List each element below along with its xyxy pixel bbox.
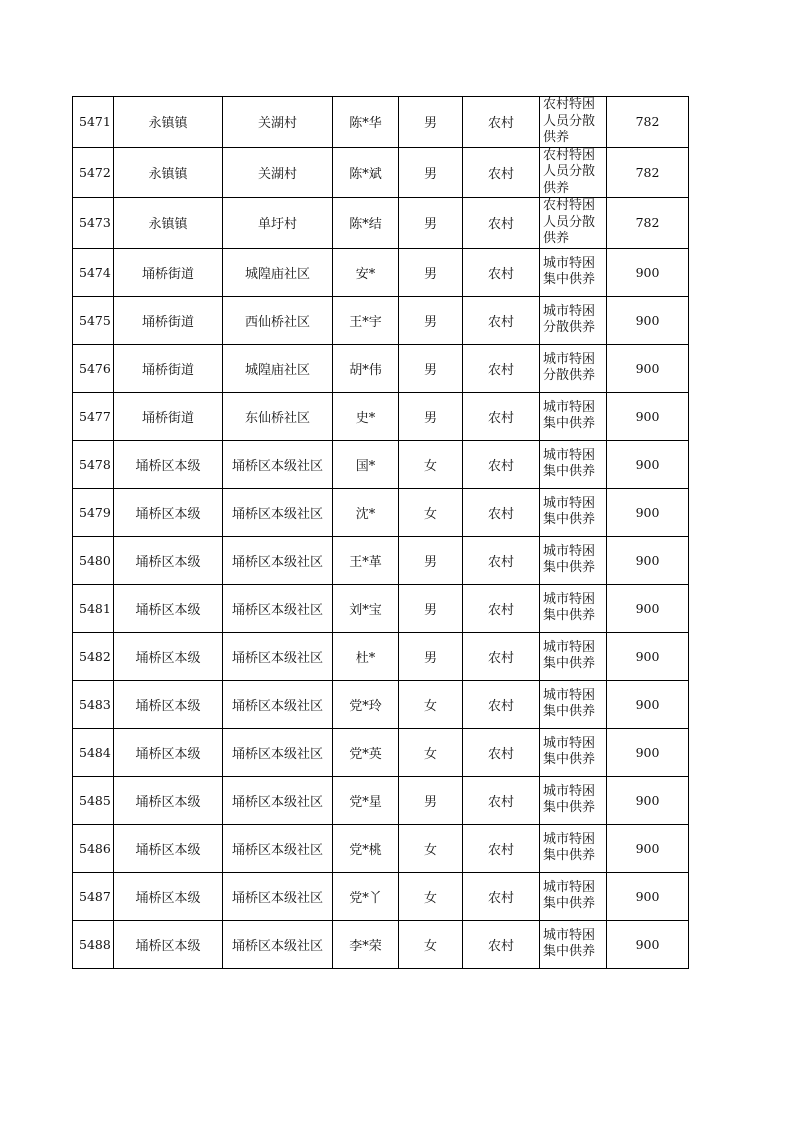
person-name-cell: 党*丫 <box>333 872 399 920</box>
person-name-cell: 胡*伟 <box>333 344 399 392</box>
person-name-cell: 刘*宝 <box>333 584 399 632</box>
support-category-text: 城市特困集中供养 <box>543 639 596 671</box>
person-name-cell: 王*革 <box>333 536 399 584</box>
household-type-cell: 农村 <box>463 488 540 536</box>
support-category-text: 城市特困集中供养 <box>543 735 596 767</box>
village-cell: 埇桥区本级社区 <box>223 920 333 968</box>
row-number-cell: 5475 <box>73 296 114 344</box>
gender-cell: 女 <box>399 440 463 488</box>
town-cell: 埇桥区本级 <box>114 728 223 776</box>
records-table <box>72 96 689 969</box>
household-type-cell: 农村 <box>463 776 540 824</box>
support-category-cell <box>540 248 607 296</box>
village-cell: 埇桥区本级社区 <box>223 776 333 824</box>
town-cell: 埇桥区本级 <box>114 584 223 632</box>
village-cell: 关湖村 <box>223 147 333 198</box>
household-type-cell: 农村 <box>463 680 540 728</box>
amount-cell: 900 <box>607 920 689 968</box>
town-cell: 埇桥区本级 <box>114 920 223 968</box>
village-cell: 埇桥区本级社区 <box>223 488 333 536</box>
gender-cell: 女 <box>399 920 463 968</box>
row-number-cell: 5477 <box>73 392 114 440</box>
table-row <box>73 584 689 632</box>
row-number-cell: 5480 <box>73 536 114 584</box>
person-name-cell: 杜* <box>333 632 399 680</box>
amount-cell: 900 <box>607 680 689 728</box>
person-name-cell: 史* <box>333 392 399 440</box>
row-number-cell: 5483 <box>73 680 114 728</box>
gender-cell: 女 <box>399 488 463 536</box>
household-type-cell: 农村 <box>463 440 540 488</box>
household-type-cell: 农村 <box>463 198 540 249</box>
town-cell: 埇桥区本级 <box>114 776 223 824</box>
table-row <box>73 147 689 198</box>
amount-cell: 900 <box>607 824 689 872</box>
household-type-cell: 农村 <box>463 632 540 680</box>
support-category-cell <box>540 344 607 392</box>
table-row <box>73 198 689 249</box>
amount-cell: 782 <box>607 147 689 198</box>
table-row <box>73 248 689 296</box>
gender-cell: 男 <box>399 248 463 296</box>
town-cell: 埇桥街道 <box>114 392 223 440</box>
village-cell: 埇桥区本级社区 <box>223 824 333 872</box>
support-category-cell <box>540 536 607 584</box>
support-category-text: 城市特困集中供养 <box>543 447 596 479</box>
household-type-cell: 农村 <box>463 248 540 296</box>
town-cell: 埇桥区本级 <box>114 632 223 680</box>
village-cell: 埇桥区本级社区 <box>223 872 333 920</box>
support-category-cell <box>540 584 607 632</box>
town-cell: 埇桥区本级 <box>114 824 223 872</box>
village-cell: 单圩村 <box>223 198 333 249</box>
village-cell: 西仙桥社区 <box>223 296 333 344</box>
table-row <box>73 488 689 536</box>
village-cell: 埇桥区本级社区 <box>223 584 333 632</box>
household-type-cell: 农村 <box>463 147 540 198</box>
support-category-text: 城市特困集中供养 <box>543 687 596 719</box>
support-category-text: 城市特困集中供养 <box>543 591 596 623</box>
amount-cell: 782 <box>607 198 689 249</box>
row-number-cell: 5479 <box>73 488 114 536</box>
person-name-cell: 安* <box>333 248 399 296</box>
town-cell: 埇桥街道 <box>114 344 223 392</box>
household-type-cell: 农村 <box>463 872 540 920</box>
table-row <box>73 392 689 440</box>
support-category-text: 城市特困集中供养 <box>543 543 596 575</box>
gender-cell: 男 <box>399 147 463 198</box>
town-cell: 埇桥区本级 <box>114 536 223 584</box>
support-category-cell <box>540 147 607 198</box>
table-row <box>73 872 689 920</box>
household-type-cell: 农村 <box>463 296 540 344</box>
person-name-cell: 王*宇 <box>333 296 399 344</box>
village-cell: 埇桥区本级社区 <box>223 728 333 776</box>
support-category-cell <box>540 872 607 920</box>
town-cell: 永镇镇 <box>114 198 223 249</box>
village-cell: 埇桥区本级社区 <box>223 680 333 728</box>
row-number-cell: 5484 <box>73 728 114 776</box>
table-row <box>73 920 689 968</box>
table-row <box>73 776 689 824</box>
table-row <box>73 344 689 392</box>
village-cell: 东仙桥社区 <box>223 392 333 440</box>
household-type-cell: 农村 <box>463 344 540 392</box>
support-category-cell <box>540 920 607 968</box>
person-name-cell: 沈* <box>333 488 399 536</box>
support-category-cell <box>540 198 607 249</box>
table-row <box>73 97 689 148</box>
row-number-cell: 5474 <box>73 248 114 296</box>
row-number-cell: 5485 <box>73 776 114 824</box>
person-name-cell: 党*英 <box>333 728 399 776</box>
village-cell: 埇桥区本级社区 <box>223 632 333 680</box>
table-row <box>73 824 689 872</box>
town-cell: 埇桥区本级 <box>114 440 223 488</box>
gender-cell: 女 <box>399 728 463 776</box>
row-number-cell: 5478 <box>73 440 114 488</box>
table-row <box>73 536 689 584</box>
gender-cell: 男 <box>399 776 463 824</box>
support-category-text: 城市特困分散供养 <box>543 351 596 383</box>
town-cell: 埇桥区本级 <box>114 872 223 920</box>
support-category-text: 城市特困集中供养 <box>543 255 596 287</box>
row-number-cell: 5487 <box>73 872 114 920</box>
support-category-cell <box>540 392 607 440</box>
support-category-text: 城市特困集中供养 <box>543 495 596 527</box>
gender-cell: 男 <box>399 632 463 680</box>
person-name-cell: 李*荣 <box>333 920 399 968</box>
support-category-text: 城市特困集中供养 <box>543 399 596 431</box>
support-category-text: 农村特困人员分散供养 <box>543 198 596 246</box>
amount-cell: 900 <box>607 488 689 536</box>
support-category-cell <box>540 97 607 148</box>
village-cell: 城隍庙社区 <box>223 344 333 392</box>
support-category-cell <box>540 680 607 728</box>
amount-cell: 900 <box>607 584 689 632</box>
person-name-cell: 陈*斌 <box>333 147 399 198</box>
town-cell: 永镇镇 <box>114 147 223 198</box>
row-number-cell: 5481 <box>73 584 114 632</box>
gender-cell: 女 <box>399 824 463 872</box>
gender-cell: 女 <box>399 680 463 728</box>
town-cell: 埇桥街道 <box>114 248 223 296</box>
table-row <box>73 440 689 488</box>
town-cell: 永镇镇 <box>114 97 223 148</box>
row-number-cell: 5488 <box>73 920 114 968</box>
support-category-cell <box>540 632 607 680</box>
support-category-cell <box>540 776 607 824</box>
village-cell: 埇桥区本级社区 <box>223 440 333 488</box>
town-cell: 埇桥区本级 <box>114 680 223 728</box>
person-name-cell: 党*玲 <box>333 680 399 728</box>
row-number-cell: 5486 <box>73 824 114 872</box>
support-category-cell <box>540 824 607 872</box>
support-category-cell <box>540 728 607 776</box>
table-row <box>73 296 689 344</box>
support-category-text: 农村特困人员分散供养 <box>543 97 596 145</box>
gender-cell: 男 <box>399 344 463 392</box>
support-category-text: 城市特困集中供养 <box>543 879 596 911</box>
person-name-cell: 国* <box>333 440 399 488</box>
gender-cell: 女 <box>399 872 463 920</box>
amount-cell: 900 <box>607 248 689 296</box>
support-category-text: 城市特困集中供养 <box>543 831 596 863</box>
household-type-cell: 农村 <box>463 97 540 148</box>
town-cell: 埇桥街道 <box>114 296 223 344</box>
table-body <box>73 97 689 969</box>
household-type-cell: 农村 <box>463 392 540 440</box>
gender-cell: 男 <box>399 584 463 632</box>
village-cell: 埇桥区本级社区 <box>223 536 333 584</box>
person-name-cell: 党*星 <box>333 776 399 824</box>
household-type-cell: 农村 <box>463 536 540 584</box>
table-row <box>73 728 689 776</box>
table-row <box>73 632 689 680</box>
support-category-cell <box>540 296 607 344</box>
gender-cell: 男 <box>399 198 463 249</box>
amount-cell: 900 <box>607 296 689 344</box>
household-type-cell: 农村 <box>463 584 540 632</box>
support-category-text: 城市特困集中供养 <box>543 927 596 959</box>
amount-cell: 900 <box>607 632 689 680</box>
gender-cell: 男 <box>399 536 463 584</box>
table-row <box>73 680 689 728</box>
amount-cell: 900 <box>607 440 689 488</box>
amount-cell: 900 <box>607 776 689 824</box>
support-category-cell <box>540 440 607 488</box>
household-type-cell: 农村 <box>463 728 540 776</box>
support-category-text: 城市特困分散供养 <box>543 303 596 335</box>
household-type-cell: 农村 <box>463 920 540 968</box>
row-number-cell: 5471 <box>73 97 114 148</box>
support-category-text: 城市特困集中供养 <box>543 783 596 815</box>
support-category-text: 农村特困人员分散供养 <box>543 147 596 196</box>
village-cell: 城隍庙社区 <box>223 248 333 296</box>
amount-cell: 900 <box>607 872 689 920</box>
row-number-cell: 5476 <box>73 344 114 392</box>
village-cell: 关湖村 <box>223 97 333 148</box>
amount-cell: 900 <box>607 536 689 584</box>
person-name-cell: 陈*结 <box>333 198 399 249</box>
person-name-cell: 党*桃 <box>333 824 399 872</box>
person-name-cell: 陈*华 <box>333 97 399 148</box>
gender-cell: 男 <box>399 97 463 148</box>
gender-cell: 男 <box>399 296 463 344</box>
household-type-cell: 农村 <box>463 824 540 872</box>
row-number-cell: 5472 <box>73 147 114 198</box>
town-cell: 埇桥区本级 <box>114 488 223 536</box>
amount-cell: 782 <box>607 97 689 148</box>
amount-cell: 900 <box>607 344 689 392</box>
amount-cell: 900 <box>607 728 689 776</box>
support-category-cell <box>540 488 607 536</box>
row-number-cell: 5482 <box>73 632 114 680</box>
gender-cell: 男 <box>399 392 463 440</box>
row-number-cell: 5473 <box>73 198 114 249</box>
amount-cell: 900 <box>607 392 689 440</box>
